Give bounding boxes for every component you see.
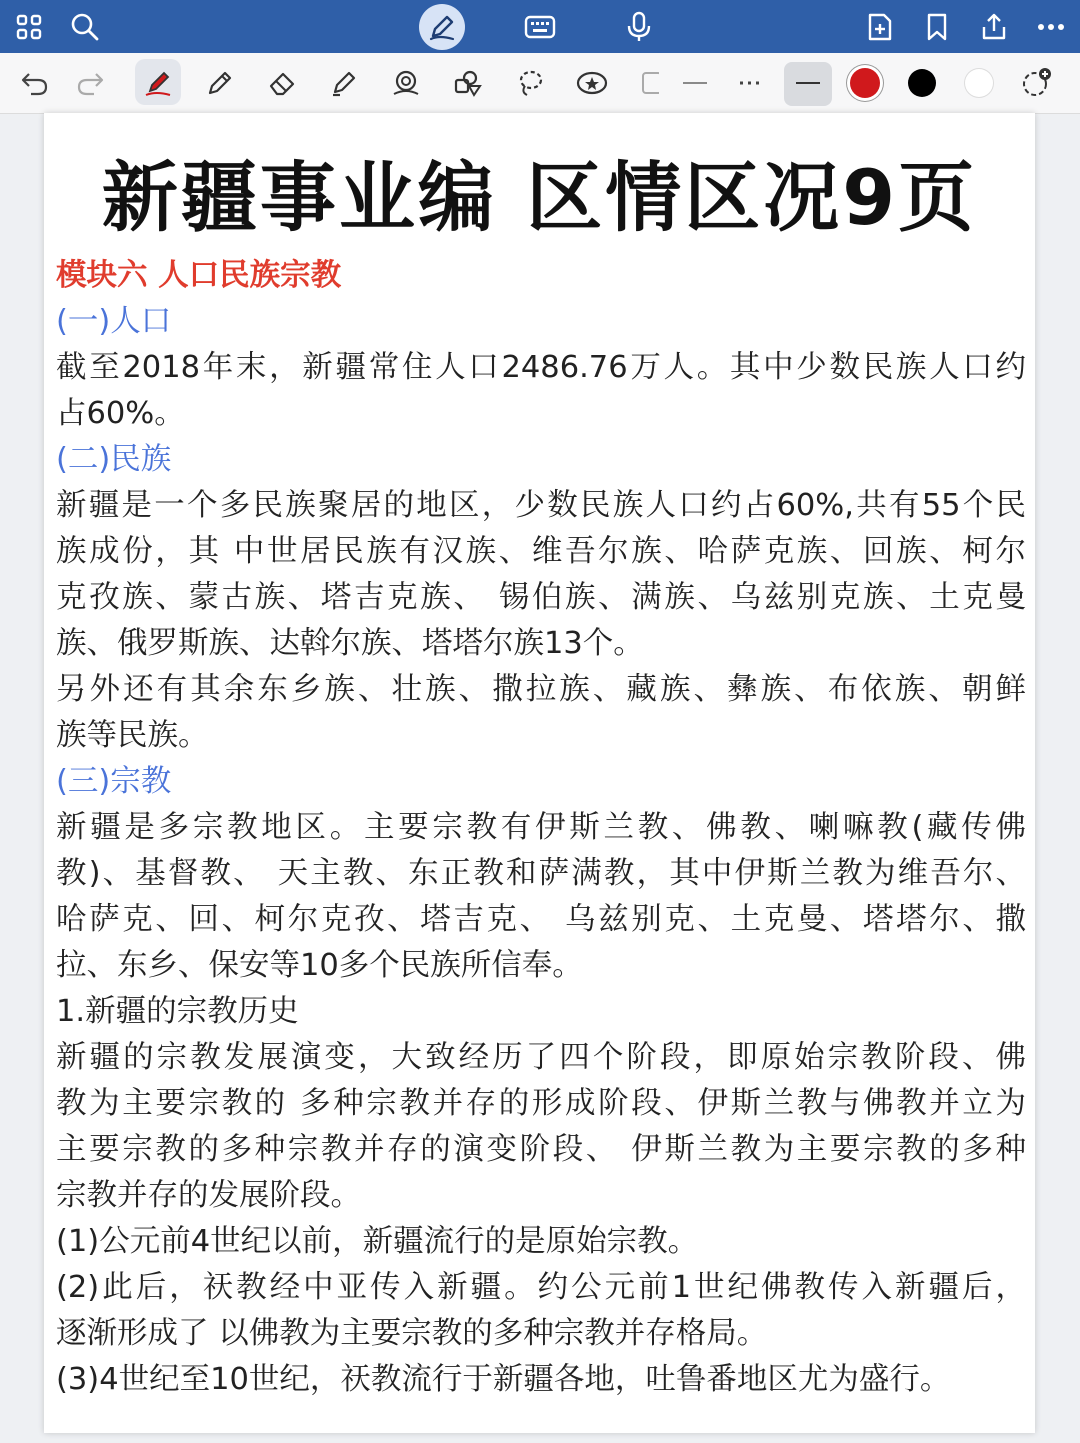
text-line: 主要宗教的多种宗教并存的演变阶段、 伊斯兰教为主要宗教的多种 xyxy=(56,1132,1026,1167)
more-icon[interactable] xyxy=(1028,0,1074,53)
pencil-icon[interactable] xyxy=(195,53,245,113)
microphone-icon[interactable] xyxy=(616,0,662,53)
undo-icon[interactable] xyxy=(9,53,59,113)
text-line: 族成份，其 中世居民族有汉族、维吾尔族、哈萨克族、回族、柯尔 xyxy=(56,534,1026,569)
pen-mode-icon[interactable] xyxy=(419,4,465,50)
text-line: 新疆的宗教发展演变，大致经历了四个阶段，即原始宗教阶段、佛 xyxy=(56,1040,1026,1075)
text-line: 新疆是一个多民族聚居的地区，少数民族人口约占60%,共有55个民 xyxy=(56,488,1026,523)
text-line: 1.新疆的宗教历史 xyxy=(56,994,299,1029)
page-content xyxy=(56,253,1026,1403)
note-page[interactable] xyxy=(44,113,1035,1433)
section-heading: (二)民族 xyxy=(56,442,172,477)
text-line: (2)此后，祆教经中亚传入新疆。约公元前1世纪佛教传入新疆后， xyxy=(56,1270,1026,1305)
module-heading: 模块六 人口民族宗教 xyxy=(56,258,342,293)
search-icon[interactable] xyxy=(62,0,108,53)
fountain-pen-icon[interactable] xyxy=(133,53,183,113)
keyboard-icon[interactable] xyxy=(517,0,563,53)
text-line: 拉、东乡、保安等10多个民族所信奉。 xyxy=(56,948,583,983)
add-page-icon[interactable] xyxy=(857,0,903,53)
text-line: 克孜族、蒙古族、塔吉克族、 锡伯族、满族、乌兹别克族、土克曼 xyxy=(56,580,1026,615)
text-line: 逐渐形成了 以佛教为主要宗教的多种宗教并存格局。 xyxy=(56,1316,768,1351)
element-icon[interactable] xyxy=(443,53,493,113)
page-title: 新疆事业编 区情区况9页 xyxy=(101,153,978,242)
text-line: 教)、基督教、 天主教、东正教和萨满教，其中伊斯兰教为维吾尔、 xyxy=(56,856,1026,891)
text-line: 新疆是多宗教地区。主要宗教有伊斯兰教、佛教、喇嘛教(藏传佛 xyxy=(56,810,1026,845)
laser-pointer-icon[interactable] xyxy=(567,53,617,113)
black-color[interactable] xyxy=(897,53,947,113)
eraser-icon[interactable] xyxy=(257,53,307,113)
white-color[interactable] xyxy=(954,53,1004,113)
bookmark-icon[interactable] xyxy=(914,0,960,53)
text-lines xyxy=(56,299,1026,1403)
red-color[interactable] xyxy=(840,53,890,113)
text-line: 截至2018年末，新疆常住人口2486.76万人。其中少数民族人口约 xyxy=(56,350,1026,385)
text-line: 教为主要宗教的 多种宗教并存的形成阶段、伊斯兰教与佛教并立为 xyxy=(56,1086,1026,1121)
top-app-bar xyxy=(0,0,1080,53)
medium-stroke-icon[interactable] xyxy=(783,53,833,113)
text-line: 族、俄罗斯族、达斡尔族、塔塔尔族13个。 xyxy=(56,626,644,661)
text-line: (1)公元前4世纪以前，新疆流行的是原始宗教。 xyxy=(56,1224,699,1259)
section-heading: (三)宗教 xyxy=(56,764,172,799)
highlighter-icon[interactable] xyxy=(319,53,369,113)
add-color-icon[interactable] xyxy=(1011,53,1061,113)
grid-icon[interactable] xyxy=(6,0,52,53)
text-line: 哈萨克、回、柯尔克孜、塔吉克、 乌兹别克、土克曼、塔塔尔、撒 xyxy=(56,902,1026,937)
redo-icon[interactable] xyxy=(66,53,116,113)
text-line: (3)4世纪至10世纪，祆教流行于新疆各地，吐鲁番地区尤为盛行。 xyxy=(56,1362,951,1397)
text-line: 占60%。 xyxy=(56,396,185,431)
section-heading: (一)人口 xyxy=(56,304,172,339)
share-icon[interactable] xyxy=(971,0,1017,53)
thin-stroke-icon[interactable] xyxy=(670,53,720,113)
text-line: 族等民族。 xyxy=(56,718,209,753)
dotted-stroke-icon[interactable] xyxy=(727,53,777,113)
text-icon[interactable] xyxy=(629,53,659,113)
text-line: 宗教并存的发展阶段。 xyxy=(56,1178,361,1213)
shape-icon[interactable] xyxy=(381,53,431,113)
text-line: 另外还有其余东乡族、壮族、撒拉族、藏族、彝族、布依族、朝鲜 xyxy=(56,672,1026,707)
lasso-icon[interactable] xyxy=(505,53,555,113)
